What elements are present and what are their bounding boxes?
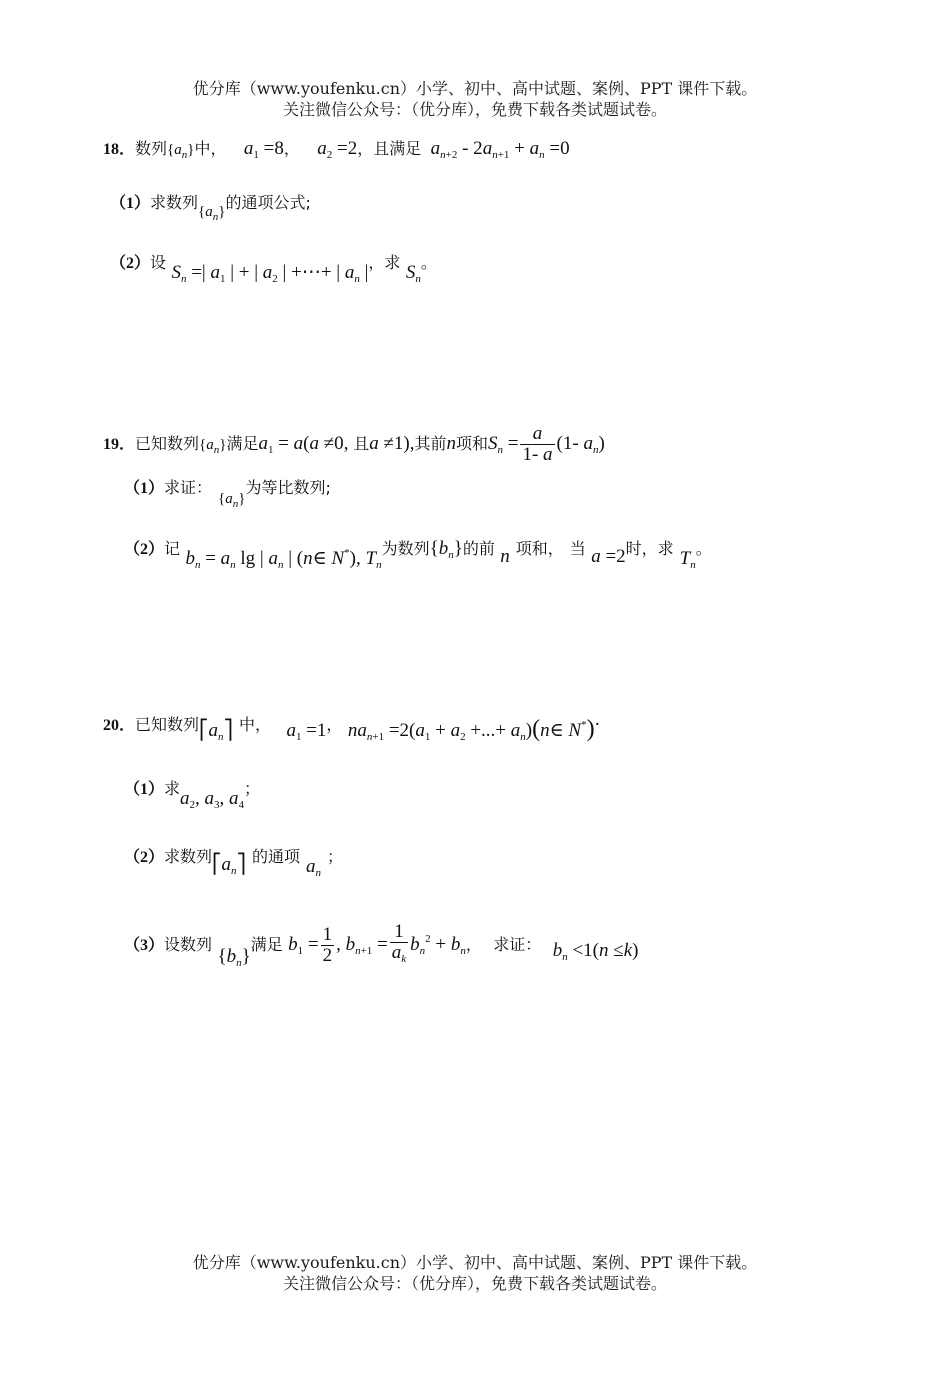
- problem-number: 19．: [103, 436, 136, 453]
- problem-20-part-2: （2）求数列$⎡a_n⎤$ 的通项 $a_n$；: [124, 847, 344, 879]
- header-line-1: 优分库（www.youfenku.cn）小学、初中、高中试题、案例、PPT 课件下载。: [192, 79, 758, 98]
- footer-line-1: 优分库（www.youfenku.cn）小学、初中、高中试题、案例、PPT 课件下载。: [192, 1253, 758, 1272]
- problem-18-part-2: （2）设 $S_n$ =| $a_1$ | + | $a_2$ | +⋯+ | $a_n$ |，求 $S_n$。: [110, 253, 437, 285]
- problem-18-part-1: （1）求数列$\{a_n\}$的通项公式;: [110, 193, 311, 223]
- problem-number: 18．: [103, 141, 136, 158]
- footer-line-2: 关注微信公众号：（优分库），免费下载各类试题试卷。: [282, 1274, 667, 1293]
- problem-18-stem: 18．数列$\{a_n\}$中， $a_1 =8$， $a_2 =2$，且满足 $a_{n+2} - 2a_{n+1} + a_n =0$: [103, 138, 570, 161]
- page-header: [0, 78, 950, 120]
- problem-19-part-2: （2）记 $b_n = a_n$ lg | $a_n$ | (n∈ N*), $T_n$为数列$\{b_n\}$的前 n 项和， 当 a =2时，求 $T_n$。: [124, 538, 712, 571]
- header-line-2: 关注微信公众号：（优分库），免费下载各类试题试卷。: [282, 100, 667, 119]
- problem-number: 20．: [103, 717, 136, 734]
- problem-20-part-1: （1）求$a_2$, $a_3$, $a_4$；: [124, 779, 261, 811]
- problem-19-stem: 19．已知数列$\{a_n\}$满足$a_1 = a(a \ne 0$, 且a ≠1),其前n项和$S_n$ = $\frac{a}{1- a}$ (1- $a_n$): [103, 423, 605, 465]
- page-footer: [0, 1252, 950, 1294]
- problem-20-part-3: （3）设数列 $\{b_n\}$满足 $b_1$ = $\frac{1}{2}$ , $b_{n+1}$ = $\frac{1}{a_k}$ $b_n^2 + b_n$， 求证： $b_n <1(n \le k)$: [124, 921, 639, 969]
- problem-19-part-1: （1）求证：$\{a_n\}$为等比数列;: [124, 478, 331, 510]
- problem-20-stem: 20．已知数列$⎡a_n⎤$ 中， $a_1 =1$， $na_{n+1} =2(a_1 + a_2$ +...+ $a_n)(n\in$ N*)·: [103, 715, 601, 743]
